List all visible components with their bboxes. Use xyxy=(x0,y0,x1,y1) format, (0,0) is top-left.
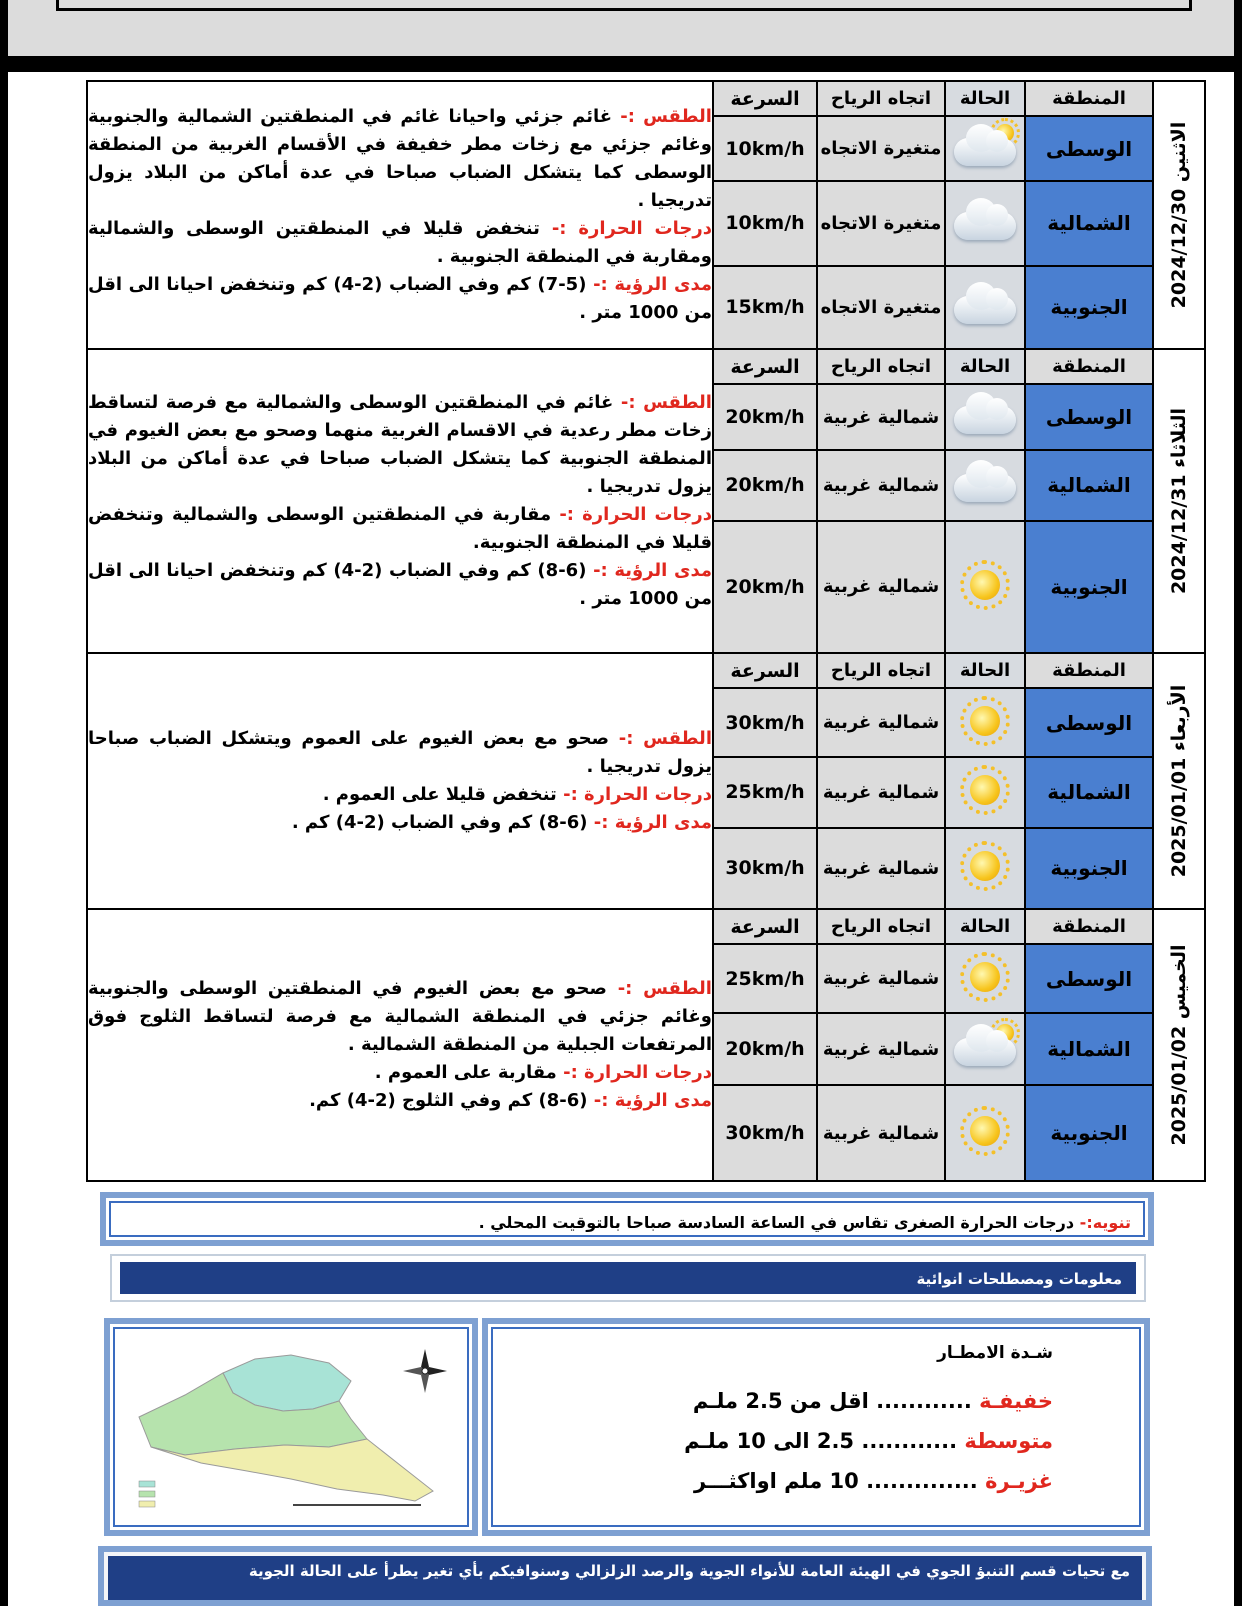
weather-state xyxy=(945,757,1025,828)
wind-speed: 30km/h xyxy=(713,828,817,909)
weather-state xyxy=(945,1013,1025,1086)
sun-behind-cloud-icon xyxy=(950,120,1020,174)
wind-speed: 25km/h xyxy=(713,944,817,1013)
weather-text: غائم في المنطقتين الوسطى والشمالية مع فرصة لتساقط زخات مطر رعدية في الاقسام الغربية منهما وصحو مع بعض الغيوم في المنطقة الجنوبية كما يتشكل الضباب صباحا في عدة أماكن من البلاد يزول تدريجيا . xyxy=(88,392,712,497)
weather-paragraph xyxy=(88,103,712,215)
rain-heavy-key: غزيـرة xyxy=(985,1469,1053,1493)
temperature-label: درجات الحرارة :- xyxy=(559,504,712,525)
day-date-cell xyxy=(1153,909,1205,1181)
header-state: الحالة xyxy=(945,81,1025,116)
weather-state xyxy=(945,828,1025,909)
wind-direction: شمالية غربية xyxy=(817,757,945,828)
weather-state xyxy=(945,688,1025,757)
visibility-text: (5-7) كم وفي الضباب (2-4) كم وتنخفض احيانا الى اقل من 1000 متر . xyxy=(88,274,712,323)
header-region: المنطقة xyxy=(1025,81,1153,116)
rain-light-value: اقل من 2.5 ملـم xyxy=(692,1389,869,1413)
wind-direction: شمالية غربية xyxy=(817,521,945,653)
region-name: الشمالية xyxy=(1025,181,1153,266)
sun-icon xyxy=(950,839,1020,893)
day-date-cell xyxy=(1153,653,1205,909)
day-description xyxy=(87,653,713,909)
header-region: المنطقة xyxy=(1025,349,1153,384)
weather-label: الطقس :- xyxy=(620,106,712,127)
header-dir: اتجاه الرياح xyxy=(817,653,945,688)
rain-light-key: خفيفـة xyxy=(979,1389,1053,1413)
wind-speed: 15km/h xyxy=(713,266,817,349)
wind-speed: 20km/h xyxy=(713,521,817,653)
day-description xyxy=(87,81,713,349)
wind-direction: شمالية غربية xyxy=(817,450,945,520)
day-date-label: الأربعاء 2025/01/01 xyxy=(1168,684,1190,878)
temperature-text: مقاربة في المنطقتين الوسطى والشمالية وتنخفض قليلا في المنطقة الجنوبية. xyxy=(88,504,712,553)
weather-text: صحو مع بعض الغيوم على العموم ويتشكل الضباب صباحا يزول تدريجيا . xyxy=(88,728,712,777)
weather-state xyxy=(945,384,1025,450)
wind-direction: شمالية غربية xyxy=(817,828,945,909)
wind-direction: شمالية غربية xyxy=(817,384,945,450)
rain-medium-value: 2.5 الى 10 ملـم xyxy=(684,1429,855,1453)
weather-text: غائم جزئي واحيانا غائم في المنطقتين الشمالية والجنوبية وغائم جزئي مع زخات مطر خفيفة في الأقسام الغربية من المنطقة الوسطى كما يتشكل الضباب صباحا في عدة أماكن من البلاد يزول تدريجيا . xyxy=(88,106,712,211)
visibility-paragraph xyxy=(88,1087,712,1115)
temperature-paragraph xyxy=(88,1059,712,1087)
sun-icon xyxy=(950,763,1020,817)
rain-heavy-value: 10 ملم اواكثـــر xyxy=(694,1469,859,1493)
header-state: الحالة xyxy=(945,653,1025,688)
temperature-text: مقاربة على العموم . xyxy=(374,1062,557,1083)
visibility-label: مدى الرؤية :- xyxy=(593,812,712,833)
temperature-label: درجات الحرارة :- xyxy=(563,1062,712,1083)
visibility-text: (6-8) كم وفي الضباب (2-4) كم . xyxy=(291,812,588,833)
temperature-paragraph xyxy=(88,781,712,809)
wind-speed: 10km/h xyxy=(713,181,817,266)
wind-direction: متغيرة الاتجاه xyxy=(817,266,945,349)
region-name: الوسطى xyxy=(1025,944,1153,1013)
rain-medium-dots: ............ xyxy=(861,1429,958,1453)
cloud-icon xyxy=(950,456,1020,510)
weather-state xyxy=(945,181,1025,266)
weather-state xyxy=(945,116,1025,180)
previous-page-strip xyxy=(8,0,1234,56)
rain-heavy-row xyxy=(694,1469,1053,1493)
header-dir: اتجاه الرياح xyxy=(817,349,945,384)
header-speed: السرعة xyxy=(713,909,817,944)
wind-direction: شمالية غربية xyxy=(817,944,945,1013)
forecast-page xyxy=(8,72,1234,1606)
header-state: الحالة xyxy=(945,349,1025,384)
region-name: الشمالية xyxy=(1025,1013,1153,1086)
wind-speed: 20km/h xyxy=(713,1013,817,1086)
region-name: الجنوبية xyxy=(1025,828,1153,909)
wind-speed: 20km/h xyxy=(713,450,817,520)
iraq-map-box xyxy=(104,1318,478,1536)
map-key-north-swatch xyxy=(139,1481,155,1487)
wind-direction: شمالية غربية xyxy=(817,1013,945,1086)
weather-state xyxy=(945,266,1025,349)
region-name: الجنوبية xyxy=(1025,266,1153,349)
weather-label: الطقس :- xyxy=(620,392,712,413)
footer-text: مع تحيات قسم التنبؤ الجوي في الهيئة العامة للأنواء الجوية والرصد الزلزالي وسنوافيكم بأي تغير يطرأ على الحالة الجوية xyxy=(108,1556,1142,1606)
visibility-text: (6-8) كم وفي الثلوج (2-4) كم. xyxy=(309,1090,588,1111)
temperature-label: درجات الحرارة :- xyxy=(551,218,712,239)
day-description xyxy=(87,349,713,653)
region-name: الوسطى xyxy=(1025,688,1153,757)
weather-paragraph xyxy=(88,389,712,501)
weather-state xyxy=(945,450,1025,520)
day-date-label: الاثنين 2024/12/30 xyxy=(1168,121,1190,309)
weather-text: صحو مع بعض الغيوم في المنطقتين الوسطى والجنوبية وغائم جزئي في المنطقة الشمالية مع فرصة لتساقط الثلوج فوق المرتفعات الجبلية من المنطقة الشمالية . xyxy=(88,978,712,1055)
wind-speed: 25km/h xyxy=(713,757,817,828)
region-name: الوسطى xyxy=(1025,116,1153,180)
temperature-paragraph xyxy=(88,501,712,557)
day-date-cell xyxy=(1153,349,1205,653)
day-description xyxy=(87,909,713,1181)
wind-direction: شمالية غربية xyxy=(817,688,945,757)
header-state: الحالة xyxy=(945,909,1025,944)
weather-state xyxy=(945,1085,1025,1181)
sun-icon xyxy=(950,558,1020,612)
info-title-bar xyxy=(110,1254,1146,1302)
header-dir: اتجاه الرياح xyxy=(817,909,945,944)
visibility-paragraph xyxy=(88,809,712,837)
weather-label: الطقس :- xyxy=(618,728,712,749)
wind-speed: 10km/h xyxy=(713,116,817,180)
cloud-icon xyxy=(950,278,1020,332)
header-region: المنطقة xyxy=(1025,653,1153,688)
wind-speed: 20km/h xyxy=(713,384,817,450)
rain-legend-title: شـدة الامطـار xyxy=(937,1343,1053,1363)
note-box xyxy=(100,1192,1154,1246)
rain-light-row xyxy=(693,1389,1053,1413)
visibility-paragraph xyxy=(88,557,712,613)
rain-medium-key: متوسطة xyxy=(964,1429,1053,1453)
temperature-paragraph xyxy=(88,215,712,271)
weather-paragraph xyxy=(88,975,712,1059)
footer-banner xyxy=(98,1546,1152,1606)
temperature-text: تنخفض قليلا على العموم . xyxy=(322,784,557,805)
note-label: تنويه:- xyxy=(1079,1213,1131,1232)
visibility-label: مدى الرؤية :- xyxy=(593,560,712,581)
sun-icon xyxy=(950,1104,1020,1158)
header-speed: السرعة xyxy=(713,349,817,384)
header-region: المنطقة xyxy=(1025,909,1153,944)
visibility-text: (6-8) كم وفي الضباب (2-4) كم وتنخفض احيانا الى اقل من 1000 متر . xyxy=(88,560,712,609)
header-speed: السرعة xyxy=(713,81,817,116)
map-key-central-swatch xyxy=(139,1491,155,1497)
region-name: الجنوبية xyxy=(1025,521,1153,653)
rain-heavy-dots: .............. xyxy=(866,1469,978,1493)
wind-direction: متغيرة الاتجاه xyxy=(817,116,945,180)
region-name: الشمالية xyxy=(1025,757,1153,828)
visibility-paragraph xyxy=(88,271,712,327)
region-name: الشمالية xyxy=(1025,450,1153,520)
wind-direction: شمالية غربية xyxy=(817,1085,945,1181)
header-speed: السرعة xyxy=(713,653,817,688)
forecast-table xyxy=(86,80,1206,1182)
region-name: الوسطى xyxy=(1025,384,1153,450)
info-title: معلومات ومصطلحات انوائية xyxy=(120,1262,1136,1294)
temperature-label: درجات الحرارة :- xyxy=(563,784,712,805)
rain-medium-row xyxy=(684,1429,1053,1453)
weather-label: الطقس :- xyxy=(617,978,712,999)
compass-rose-icon xyxy=(403,1349,447,1393)
note-text: درجات الحرارة الصغرى تقاس في الساعة السادسة صباحا بالتوقيت المحلي . xyxy=(478,1213,1075,1232)
temperature-text: تنخفض قليلا في المنطقتين الوسطى والشمالية ومقاربة في المنطقة الجنوبية . xyxy=(88,218,712,267)
cloud-icon xyxy=(950,194,1020,248)
weather-state xyxy=(945,944,1025,1013)
wind-speed: 30km/h xyxy=(713,1085,817,1181)
sun-behind-cloud-icon xyxy=(950,1020,1020,1074)
weather-state xyxy=(945,521,1025,653)
rain-light-dots: ............ xyxy=(876,1389,972,1413)
day-date-label: الثلاثاء 2024/12/31 xyxy=(1168,407,1190,595)
day-date-cell xyxy=(1153,81,1205,349)
map-key-south-swatch xyxy=(139,1501,155,1507)
sun-icon xyxy=(950,694,1020,748)
wind-speed: 30km/h xyxy=(713,688,817,757)
cloud-icon xyxy=(950,388,1020,442)
iraq-regions-map xyxy=(115,1329,471,1529)
header-dir: اتجاه الرياح xyxy=(817,81,945,116)
rain-intensity-legend xyxy=(482,1318,1150,1536)
region-name: الجنوبية xyxy=(1025,1085,1153,1181)
day-date-label: الخميس 2025/01/02 xyxy=(1168,944,1190,1146)
weather-paragraph xyxy=(88,725,712,781)
wind-direction: متغيرة الاتجاه xyxy=(817,181,945,266)
visibility-label: مدى الرؤية :- xyxy=(593,274,712,295)
sun-icon xyxy=(950,950,1020,1004)
visibility-label: مدى الرؤية :- xyxy=(593,1090,712,1111)
